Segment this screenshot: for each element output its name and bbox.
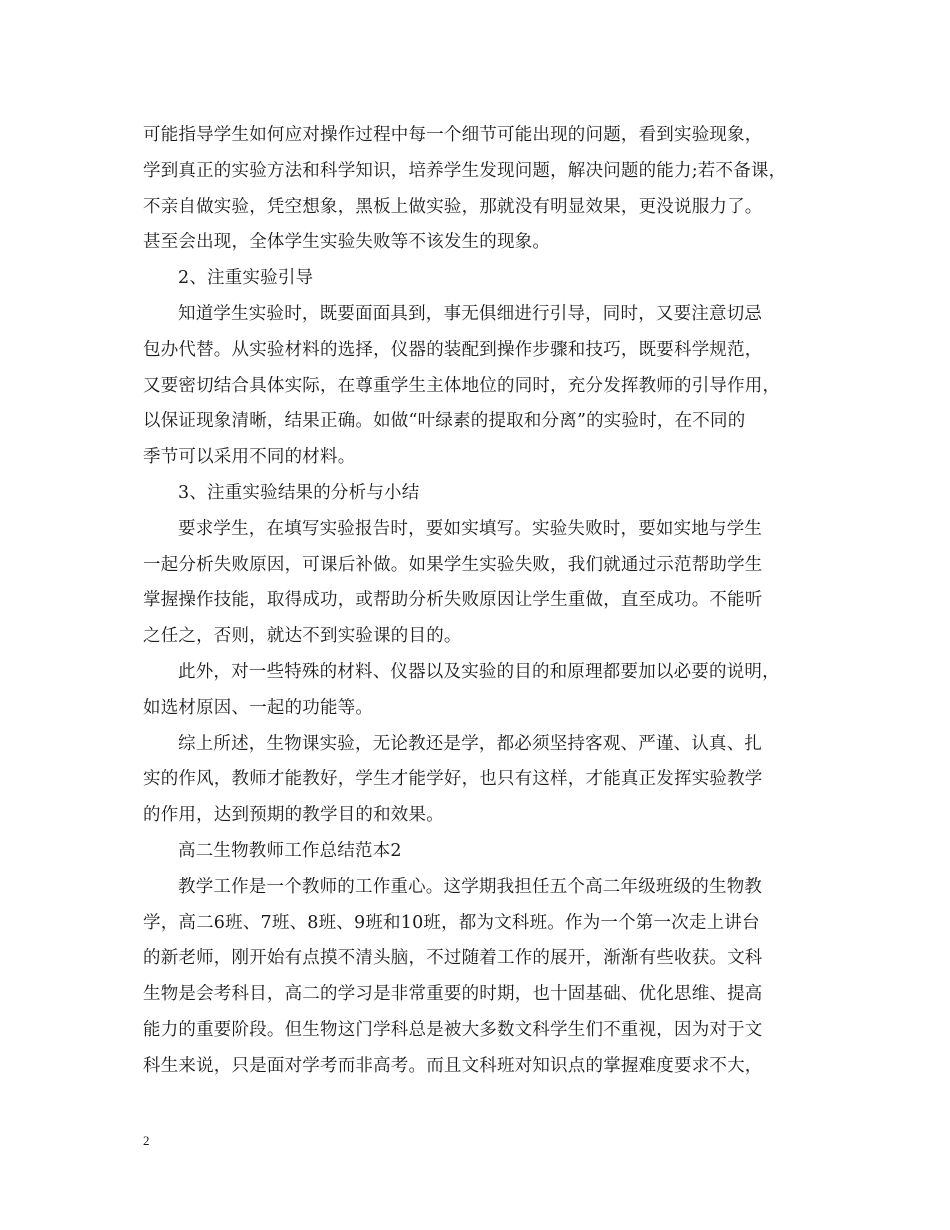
text-line: 知道学生实验时，既要面面具到，事无俱细进行引导，同时，又要注意切忌 [178, 303, 763, 324]
text-line: 掌握操作技能，取得成功，或帮助分析失败原因让学生重做，直至成功。不能听 [143, 590, 763, 611]
text-line: 可能指导学生如何应对操作过程中每一个细节可能出现的问题，看到实验现象， [143, 125, 763, 145]
text-line: 的作用，达到预期的教学目的和效果。 [143, 805, 444, 826]
text-line: 一起分析失败原因，可课后补做。如果学生实验失败，我们就通过示范帮助学生 [143, 554, 763, 575]
text-line: 学到真正的实验方法和科学知识，培养学生发现问题，解决问题的能力;若不备课， [143, 160, 787, 181]
text-line: 包办代替。从实验材料的选择，仪器的装配到操作步骤和技巧，既要科学规范， [143, 339, 763, 360]
text-line: 能力的重要阶段。但生物这门学科总是被大多数文科学生们不重视，因为对于文 [143, 1019, 763, 1040]
text-line: 之任之，否则，就达不到实验课的目的。 [143, 626, 462, 647]
page-number: 2 [143, 1133, 150, 1148]
text-line: 3、注重实验结果的分析与小结 [178, 482, 420, 503]
text-line: 如选材原因、一起的功能等。 [143, 697, 374, 718]
text-line: 综上所述，生物课实验，无论教还是学，都必须坚持客观、严谨、认真、扎 [178, 733, 763, 754]
text-line: 的新老师，刚开始有点摸不清头脑，不过随着工作的展开，渐渐有些收获。文科 [143, 948, 763, 969]
text-line: 实的作风，教师才能教好，学生才能学好，也只有这样，才能真正发挥实验教学 [143, 769, 763, 790]
text-line: 此外，对一些特殊的材料、仪器以及实验的目的和原理都要加以必要的说明， [178, 661, 780, 682]
text-line: 又要密切结合具体实际，在尊重学生主体地位的同时，充分发挥教师的引导作用， [143, 375, 781, 396]
text-line: 教学工作是一个教师的工作重心。这学期我担任五个高二年级班级的生物教 [178, 876, 763, 897]
text-line: 学，高二6班、7班、8班、9班和10班，都为文科班。作为一个第一次走上讲台 [143, 912, 760, 933]
body-text [143, 118, 823, 1085]
text-line: 以保证现象清晰，结果正确。如做“叶绿素的提取和分离”的实验时，在不同的 [143, 411, 746, 432]
text-line: 不亲自做实验，凭空想象，黑板上做实验，那就没有明显效果，更没说服力了。 [143, 196, 763, 217]
text-line: 高二生物教师工作总结范本2 [178, 840, 402, 861]
text-line: 生物是会考科目，高二的学习是非常重要的时期，也十固基础、优化思维、提高 [143, 984, 763, 1005]
text-line: 甚至会出现，全体学生实验失败等不该发生的现象。 [143, 232, 551, 253]
text-line: 2、注重实验引导 [178, 268, 314, 289]
text-line: 要求学生，在填写实验报告时，要如实填写。实验失败时，要如实地与学生 [178, 518, 763, 539]
text-line: 季节可以采用不同的材料。 [143, 447, 356, 468]
text-line: 科生来说，只是面对学考而非高考。而且文科班对知识点的掌握难度要求不大， [143, 1055, 763, 1076]
